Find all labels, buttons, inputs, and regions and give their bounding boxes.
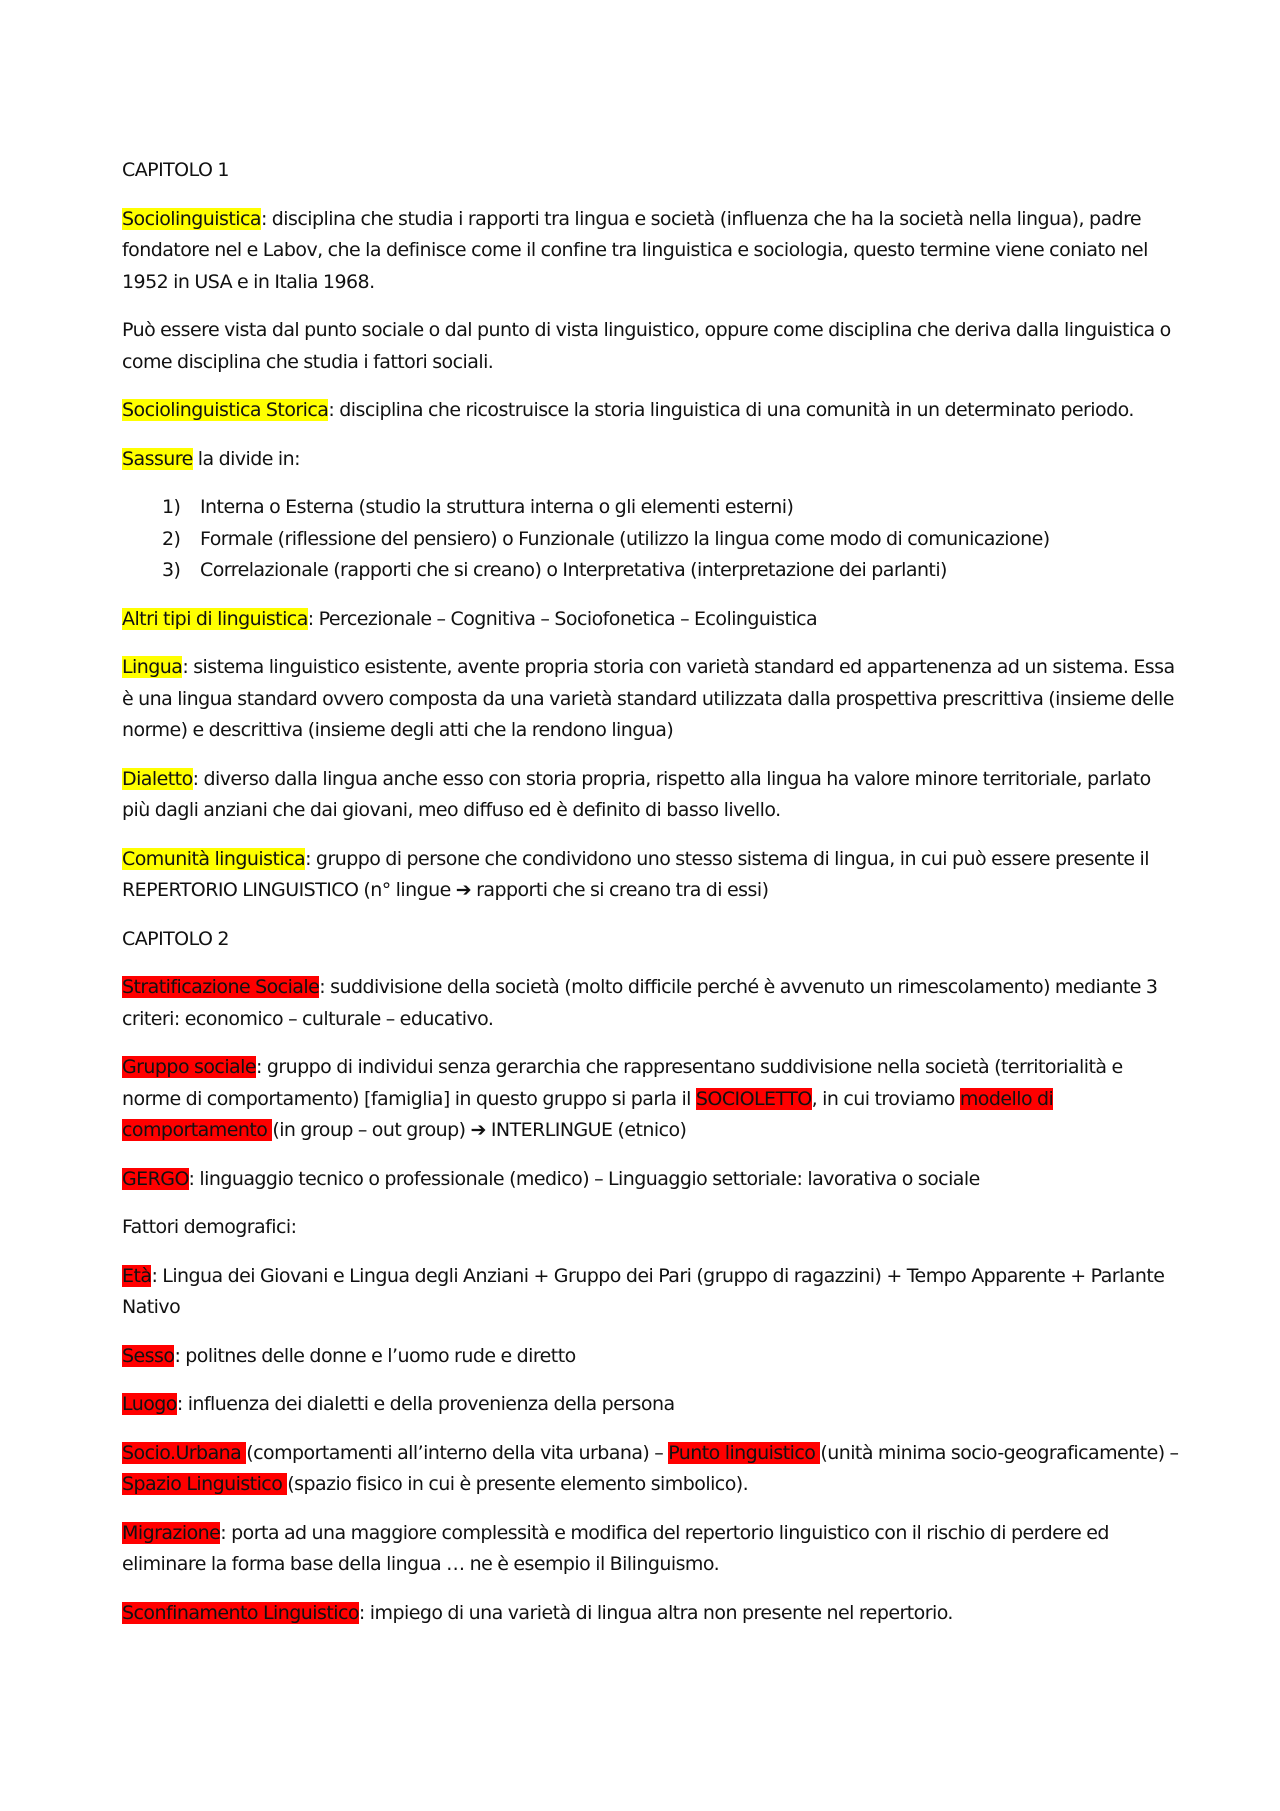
list-item bbox=[122, 524, 1182, 556]
paragraph-text: : influenza dei dialetti e della provenienza della persona bbox=[176, 1393, 675, 1415]
paragraph-text: : diverso dalla lingua anche esso con storia propria, rispetto alla lingua ha valore minore territoriale, parlato più dagli anziani che dai giovani, meo diffuso ed è definito di basso livello. bbox=[122, 767, 1151, 821]
paragraph-text: : sistema linguistico esistente, avente propria storia con varietà standard ed appartenenza ad un sistema. Essa è una lingua standard ovvero composta da una varietà standard utilizzata dalla prospettiva prescrittiva (insieme delle norme) e descrittiva (insieme degli atti che la rendono lingua) bbox=[122, 656, 1175, 741]
highlighted-term: Sesso bbox=[122, 1344, 175, 1367]
list-text: Formale (riflessione del pensiero) o Funzionale (utilizzo la lingua come modo di comunicazione) bbox=[200, 527, 1050, 550]
paragraph-text: , in cui troviamo bbox=[811, 1087, 960, 1110]
highlighted-term: SOCIOLETTO bbox=[695, 1087, 812, 1110]
paragraph-text: : politnes delle donne e l’uomo rude e diretto bbox=[174, 1344, 576, 1367]
paragraph-text: : disciplina che ricostruisce la storia linguistica di una comunità in un determinato periodo. bbox=[328, 399, 1134, 421]
paragraph-text: (unità minima socio-geograficamente) – bbox=[820, 1441, 1179, 1464]
paragraph-gergo bbox=[122, 1164, 1182, 1196]
paragraph-text: : impiego di una varietà di lingua altra non presente nel repertorio. bbox=[358, 1601, 953, 1624]
highlighted-term: Altri tipi di linguistica bbox=[122, 607, 308, 630]
highlighted-term: Comunità linguistica bbox=[122, 847, 306, 870]
paragraph-sociolinguistica bbox=[122, 204, 1182, 299]
paragraph-sesso bbox=[122, 1341, 1182, 1373]
document-page bbox=[122, 155, 1182, 1646]
highlighted-term: Età bbox=[122, 1264, 152, 1287]
highlighted-term: Stratificazione Sociale bbox=[122, 976, 320, 998]
highlighted-term: Dialetto bbox=[122, 767, 193, 790]
highlighted-term: Socio.Urbana bbox=[122, 1441, 247, 1464]
chapter-2-heading: CAPITOLO 2 bbox=[122, 927, 229, 950]
highlighted-term: Spazio Linguistico bbox=[122, 1473, 288, 1495]
highlighted-term: Sconfinamento Linguistico bbox=[122, 1601, 359, 1624]
paragraph-punto-di-vista: Può essere vista dal punto sociale o dal punto di vista linguistico, oppure come disciplina che deriva dalla linguistica o come disciplina che studia i fattori sociali. bbox=[122, 319, 1171, 373]
highlighted-term: Sociolinguistica bbox=[122, 207, 261, 230]
highlighted-term: modello di comportamento bbox=[122, 1087, 1054, 1141]
highlighted-term: Gruppo sociale bbox=[122, 1056, 257, 1078]
paragraph-sconfinamento bbox=[122, 1598, 1182, 1630]
paragraph-dialetto bbox=[122, 764, 1182, 827]
list-text: Interna o Esterna (studio la struttura interna o gli elementi esterni) bbox=[200, 496, 794, 518]
paragraph-sassure bbox=[122, 444, 1182, 476]
list-item bbox=[122, 555, 1182, 587]
paragraph-text: : Lingua dei Giovani e Lingua degli Anziani + Gruppo dei Pari (gruppo di ragazzini) + Tempo Apparente + Parlante Nativo bbox=[122, 1264, 1165, 1318]
paragraph-gruppo-sociale bbox=[122, 1052, 1182, 1147]
paragraph-text: : suddivisione della società (molto difficile perché è avvenuto un rimescolamento) mediante 3 criteri: economico – culturale – educativo. bbox=[122, 976, 1158, 1030]
paragraph-comunita-linguistica bbox=[122, 844, 1182, 907]
paragraph-socio-urbana bbox=[122, 1438, 1182, 1501]
list-number: 1) bbox=[162, 496, 181, 518]
paragraph-text: (in group – out group) ➔ INTERLINGUE (etnico) bbox=[272, 1119, 687, 1141]
highlighted-term: Punto linguistico bbox=[668, 1441, 821, 1464]
highlighted-term: GERGO bbox=[122, 1167, 189, 1190]
paragraph-text: : linguaggio tecnico o professionale (medico) – Linguaggio settoriale: lavorativa o sociale bbox=[188, 1167, 980, 1190]
numbered-list bbox=[122, 492, 1182, 587]
highlighted-term: Lingua bbox=[122, 656, 183, 678]
paragraph-text: : disciplina che studia i rapporti tra lingua e società (influenza che ha la società nella lingua), padre fondatore nel e Labov, che la definisce come il confine tra linguistica e sociologia, questo termine viene coniato nel 1952 in USA e in Italia 1968. bbox=[122, 207, 1148, 293]
paragraph-luogo bbox=[122, 1389, 1182, 1421]
paragraph-lingua bbox=[122, 652, 1182, 747]
paragraph-text: (comportamenti all’interno della vita urbana) – bbox=[246, 1441, 669, 1464]
paragraph-migrazione bbox=[122, 1518, 1182, 1581]
paragraph-text: : porta ad una maggiore complessità e modifica del repertorio linguistico con il rischio di perdere ed eliminare la forma base della lingua … ne è esempio il Bilinguismo. bbox=[122, 1521, 1109, 1575]
paragraph-text: : Percezionale – Cognitiva – Sociofonetica – Ecolinguistica bbox=[307, 607, 818, 630]
paragraph-text: : gruppo di individui senza gerarchia che rappresentano suddivisione nella società (territorialità e norme di comportamento) [famiglia] in questo gruppo si parla il bbox=[122, 1056, 1123, 1110]
paragraph-eta bbox=[122, 1261, 1182, 1324]
highlighted-term: Sassure bbox=[122, 447, 193, 470]
list-number: 2) bbox=[162, 527, 181, 550]
list-number: 3) bbox=[162, 559, 181, 581]
highlighted-term: Migrazione bbox=[122, 1521, 221, 1544]
list-text: Correlazionale (rapporti che si creano) o Interpretativa (interpretazione dei parlanti) bbox=[200, 559, 947, 581]
highlighted-term: Sociolinguistica Storica bbox=[122, 399, 329, 421]
highlighted-term: Luogo bbox=[122, 1393, 177, 1415]
paragraph-sociolinguistica-storica bbox=[122, 395, 1182, 427]
paragraph-text: la divide in: bbox=[192, 447, 300, 470]
chapter-1-heading: CAPITOLO 1 bbox=[122, 159, 229, 181]
list-item bbox=[122, 492, 1182, 524]
paragraph-stratificazione bbox=[122, 972, 1182, 1035]
paragraph-text: : gruppo di persone che condividono uno stesso sistema di lingua, in cui può essere presente il REPERTORIO LINGUISTICO (n° lingue ➔ rapporti che si creano tra di essi) bbox=[122, 847, 1150, 901]
paragraph-altri-tipi bbox=[122, 604, 1182, 636]
paragraph-text: (spazio fisico in cui è presente elemento simbolico). bbox=[287, 1473, 749, 1495]
paragraph-fattori-demografici: Fattori demografici: bbox=[122, 1216, 297, 1238]
